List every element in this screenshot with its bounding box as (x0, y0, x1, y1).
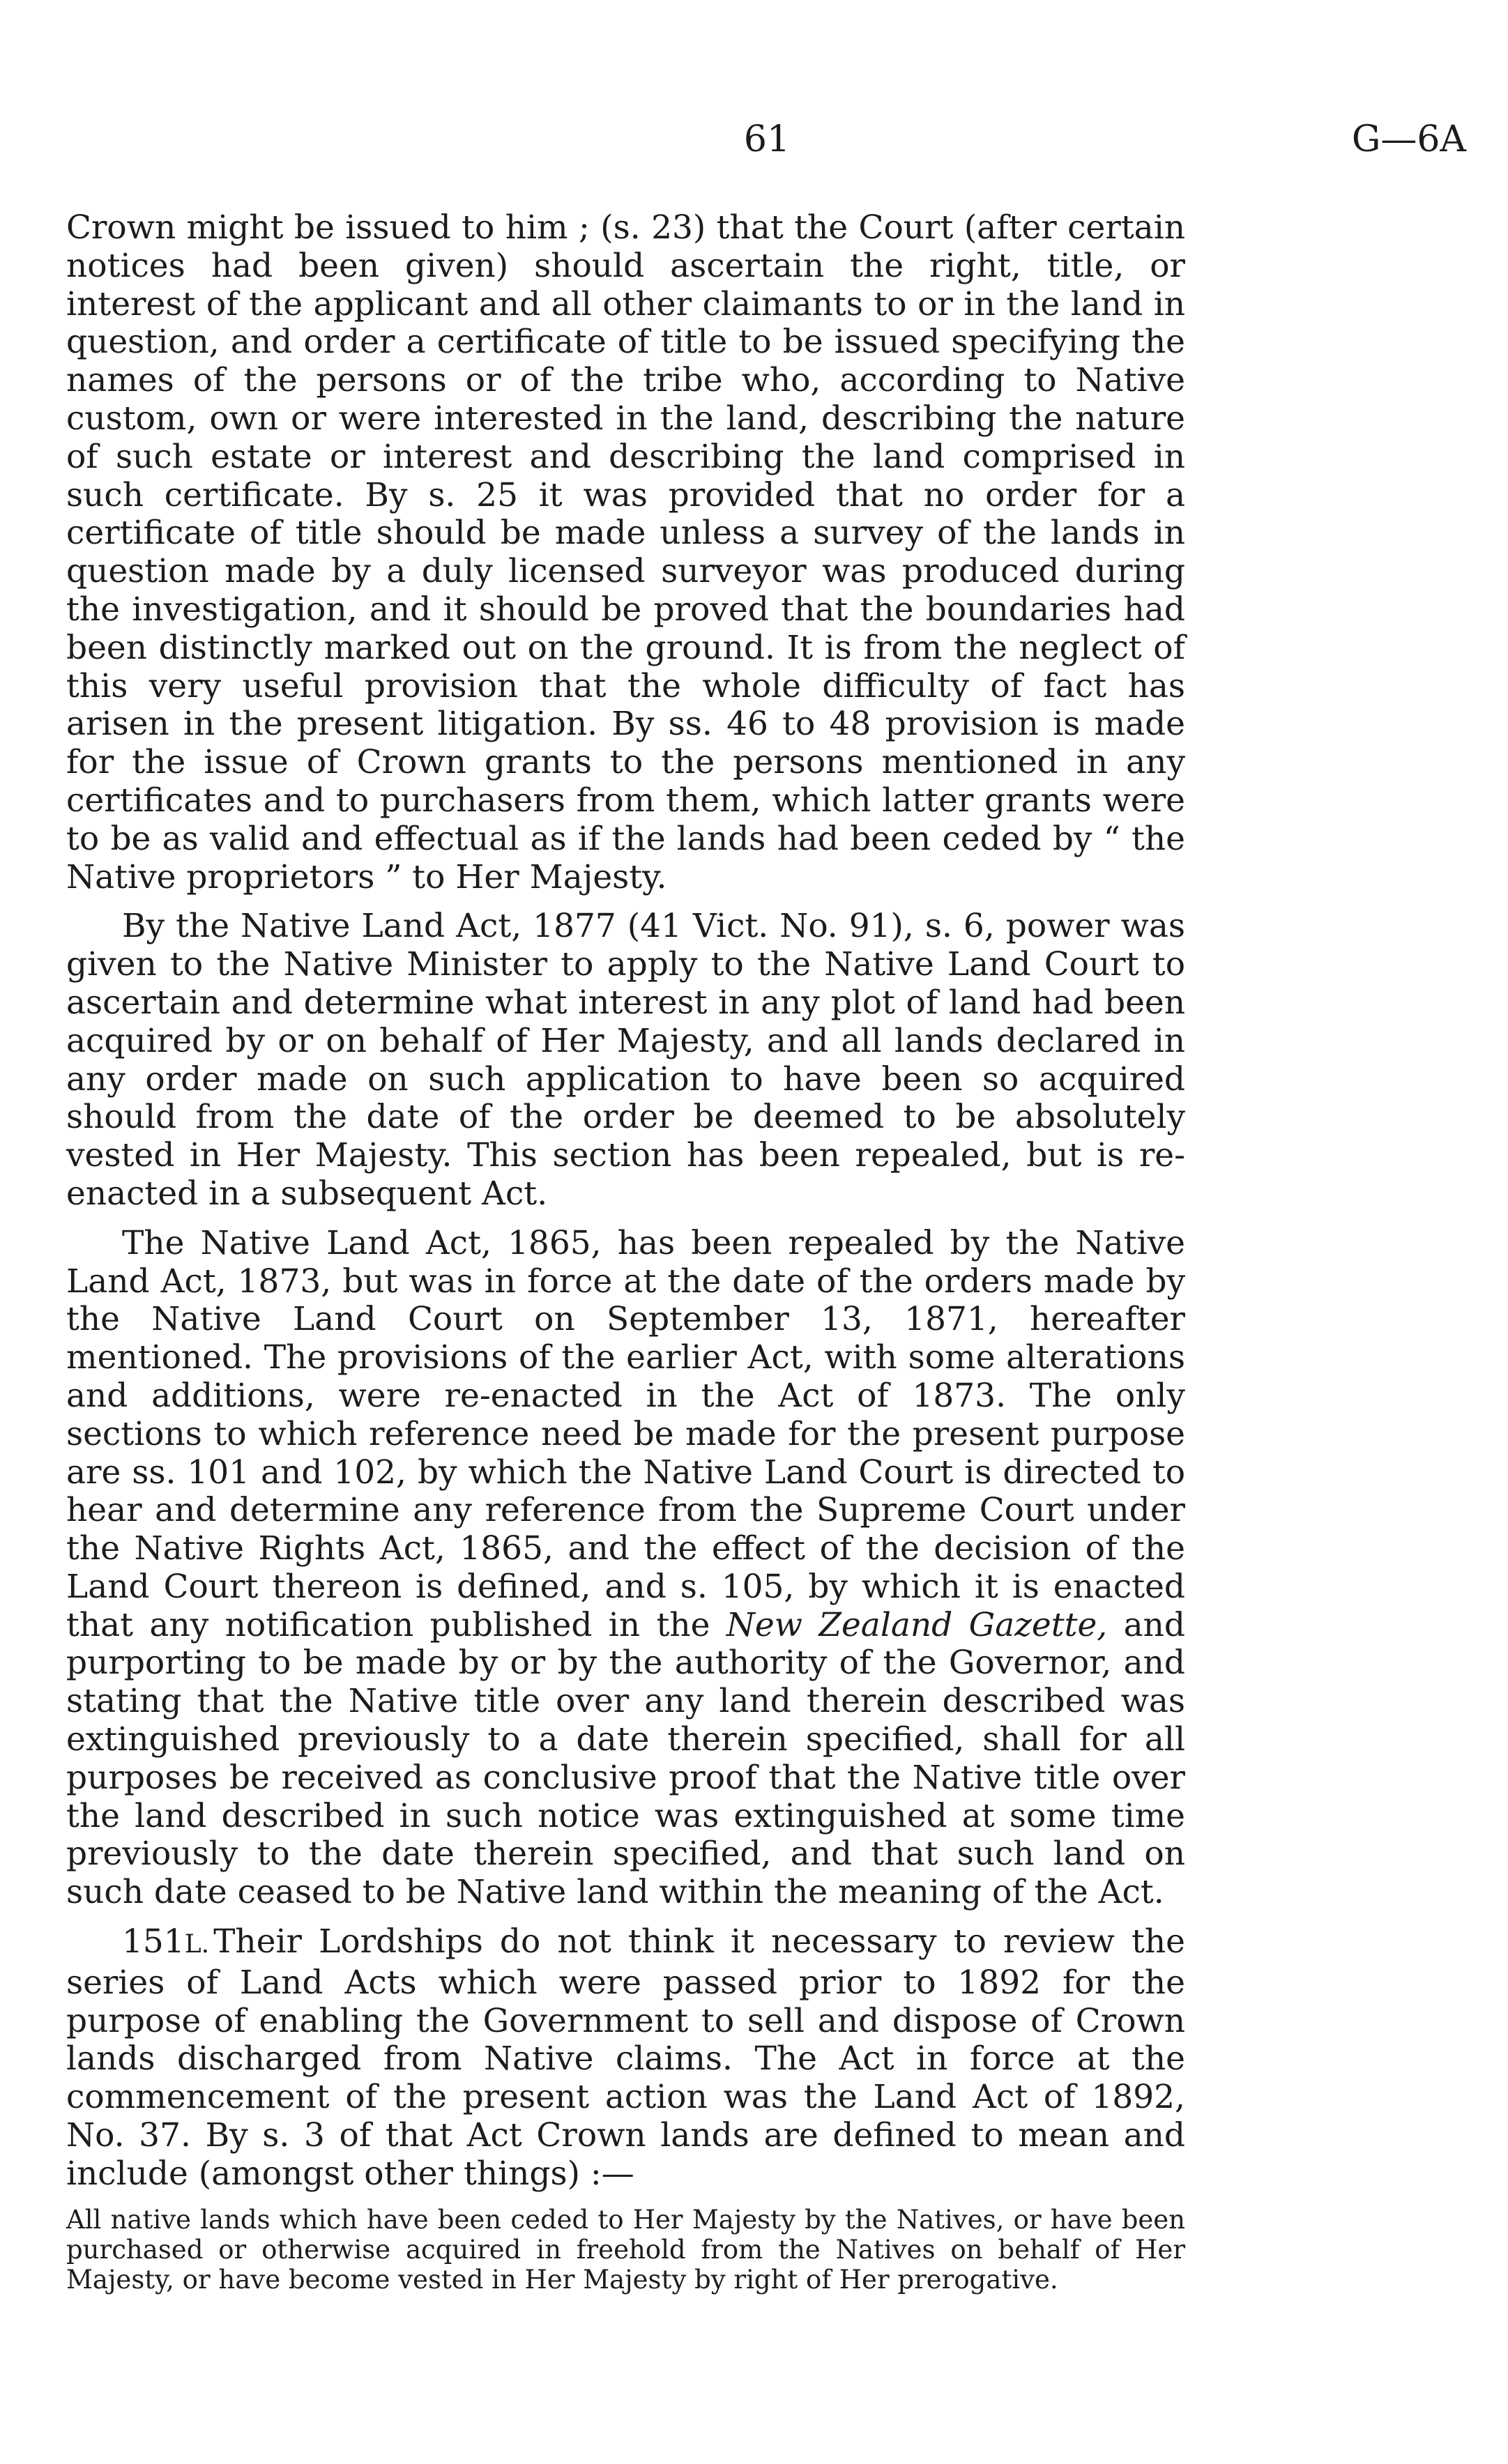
paragraph-3-continued: and purporting to be made by or by the authority of the Governor, and stating that the Native title over any land therein described was extinguished previously to a date therein specified, shall for all purposes be received as conclusive proof that the Native title over the land described in such notice was extinguished at some time previously to the date therein specified, and that such land on such date ceased to be Native land within the meaning of the Act. (66, 1605, 1185, 1912)
paragraph-4-text: Their Lordships do not think it necessary to review the series of Land Acts which were passed prior to 1892 for the purpose of enabling the Government to sell and dispose of Crown lands discharged from Native claims. The Act in force at the commencement of the present action was the Land Act of 1892, No. 37. By s. 3 of that Act Crown lands are defined to mean and include (amongst other things) :— (66, 1922, 1185, 2193)
paragraph-number: 151L. (122, 1922, 210, 1961)
paragraph-4 (66, 1923, 1185, 2194)
statute-quote: All native lands which have been ceded to Her Majesty by the Natives, or have been purchased or otherwise acquired in freehold from the Natives on behalf of Her Majesty, or have become vested in Her Majesty by right of Her prerogative. (66, 2204, 1185, 2295)
paragraph-1: Crown might be issued to him ; (s. 23) that the Court (after certain notices had been given) should ascertain the right, title, or interest of the applicant and all other claimants to or in the land in question, and order a certificate of title to be issued specifying the names of the persons or of the tribe who, according to Native custom, own or were interested in the land, describing the nature of such estate or interest and describing the land comprised in such certificate. By s. 25 it was provided that no order for a certificate of title should be made unless a survey of the lands in question made by a duly licensed surveyor was produced during the investigation, and it should be proved that the boundaries had been distinctly marked out on the ground. It is from the neglect of this very useful provision that the whole difficulty of fact has arisen in the present litigation. By ss. 46 to 48 provision is made for the issue of Crown grants to the persons mentioned in any certificates and to purchasers from them, which latter grants were to be as valid and effectual as if the lands had been ceded by “ the Native proprietors ” to Her Majesty. (66, 208, 1185, 896)
paper-reference: G—6A (1351, 118, 1466, 160)
paragraph-2: By the Native Land Act, 1877 (41 Vict. No. 91), s. 6, power was given to the Native Minister to apply to the Native Land Court to ascertain and determine what interest in any plot of land had been acquired by or on behalf of Her Majesty, and all lands declared in any order made on such application to have been so acquired should from the date of the order be deemed to be absolutely vested in Her Majesty. This section has been repealed, but is re-enacted in a subsequent Act. (66, 907, 1185, 1213)
gazette-title: New Zealand Gazette, (726, 1605, 1108, 1644)
paragraph-3-text: The Native Land Act, 1865, has been repealed by the Native Land Act, 1873, but was in force at the date of the orders made by the Native Land Court on September 13, 1871, hereafter mentioned. The provisions of the earlier Act, with some alterations and additions, were re-enacted in the Act of 1873. The only sections to which reference need be made for the present purpose are ss. 101 and 102, by which the Native Land Court is directed to hear and determine any reference from the Supreme Court under the Native Rights Act, 1865, and the effect of the decision of the Land Court thereon is defined, and s. 105, by which it is enacted that any notification published in the (66, 1223, 1185, 1644)
page-number: 61 (743, 118, 791, 160)
paragraph-3 (66, 1225, 1185, 1912)
document-body (66, 209, 1185, 2306)
